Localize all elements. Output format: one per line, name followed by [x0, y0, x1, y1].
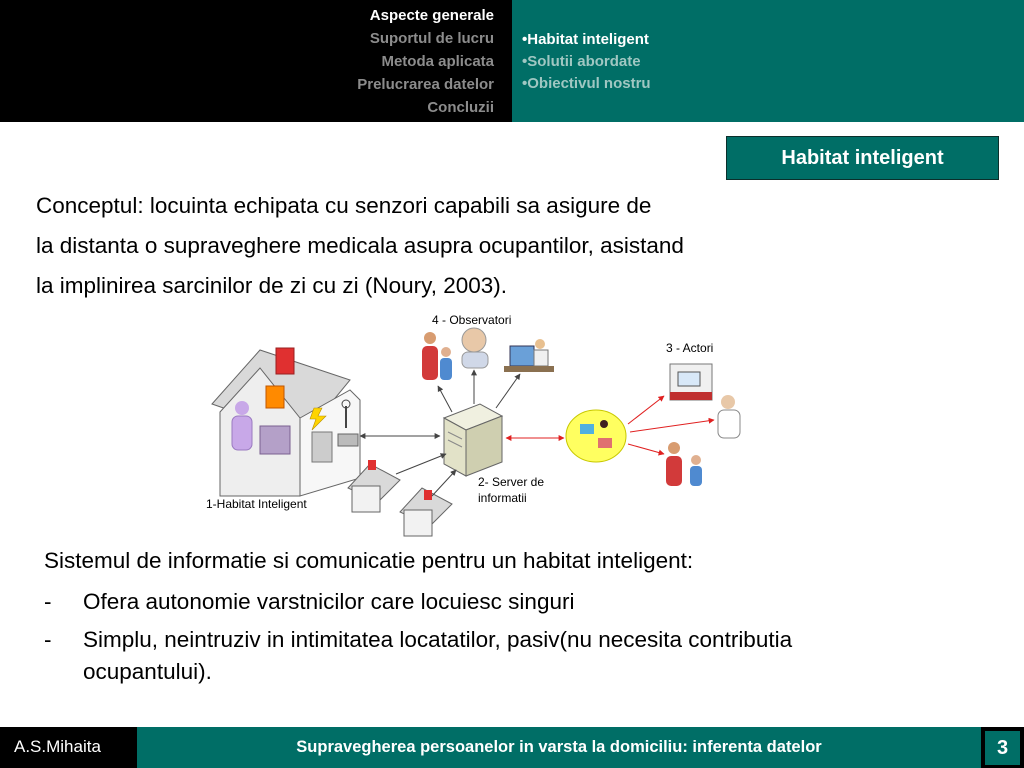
ambulance-icon: [670, 364, 712, 400]
network-arrow: [628, 444, 664, 454]
footer-title: Supravegherea persoanelor in varsta la domiciliu: inferenta datelor: [137, 727, 981, 768]
computer-operator-icon: [504, 339, 554, 372]
nav-panel-left: [0, 0, 512, 122]
fire-sensor-icon: [266, 386, 284, 408]
connection-arrow: [438, 386, 452, 412]
observers-label: 4 - Observatori: [432, 313, 512, 327]
server-label: informatii: [478, 491, 527, 505]
nav-item-aspecte-generale[interactable]: Aspecte generale: [369, 7, 494, 24]
nav-item-concluzii[interactable]: Concluzii: [427, 99, 494, 116]
intro-line: la implinirea sarcinilor de zi cu zi (Noury, 2003).: [36, 273, 508, 298]
connection-arrow: [396, 454, 446, 474]
footer-author: A.S.Mihaita: [0, 727, 137, 768]
intro-line: Conceptul: locuinta echipata cu senzori capabili sa asigure de: [36, 193, 652, 218]
family-icon: [666, 442, 702, 486]
actors-label: 3 - Actori: [666, 341, 714, 355]
smart-home-diagram: [200, 308, 780, 540]
intro-line: la distanta o supraveghere medicala asupra ocupantilor, asistand: [36, 233, 684, 258]
server-icon: [444, 404, 502, 476]
bullet-marker: -: [44, 589, 52, 614]
intro-paragraph: [36, 186, 896, 306]
nurse-icon: [718, 395, 740, 438]
network-hub-icon: [566, 410, 626, 462]
network-arrow: [628, 396, 664, 424]
slide-title: Habitat inteligent: [726, 136, 999, 180]
system-title: Sistemul de informatie si comunicatie pentru un habitat inteligent:: [44, 548, 694, 573]
bullet-item: [44, 624, 874, 688]
subnav-item-obiectivul-nostru[interactable]: •Obiectivul nostru: [522, 75, 651, 92]
bullet-text: Ofera autonomie varstnicilor care locuiesc singuri: [83, 589, 575, 614]
bullet-marker: -: [44, 627, 52, 652]
doctor-icon: [462, 328, 488, 368]
small-house-icon: [400, 488, 452, 536]
subnav-item-habitat-inteligent[interactable]: •Habitat inteligent: [522, 31, 649, 48]
server-label: 2- Server de: [478, 475, 545, 489]
network-arrow: [630, 420, 714, 432]
bullet-item: [44, 586, 874, 618]
subnav-item-solutii-abordate[interactable]: •Solutii abordate: [522, 53, 641, 70]
section-nav: [357, 4, 494, 119]
subsection-nav: [522, 29, 651, 95]
bullet-text: Simplu, neintruziv in intimitatea locatatilor, pasiv(nu necesita contributia ocupantului).: [83, 627, 793, 684]
nav-item-metoda-aplicata[interactable]: Metoda aplicata: [381, 53, 494, 70]
nav-item-suportul-de-lucru[interactable]: Suportul de lucru: [369, 30, 494, 47]
page-number: 3: [985, 731, 1020, 765]
family-icon: [422, 332, 452, 380]
connection-arrow: [496, 374, 520, 408]
connection-arrow: [432, 470, 456, 496]
habitat-label: 1-Habitat Inteligent: [206, 497, 307, 511]
bullet-list: [44, 586, 944, 688]
nav-item-prelucrarea-datelor[interactable]: Prelucrarea datelor: [357, 76, 494, 93]
page-number-box: [981, 727, 1024, 768]
system-description: [44, 546, 944, 694]
nav-panel-right: [512, 0, 1024, 122]
bed-sensor-icon: [260, 426, 290, 454]
